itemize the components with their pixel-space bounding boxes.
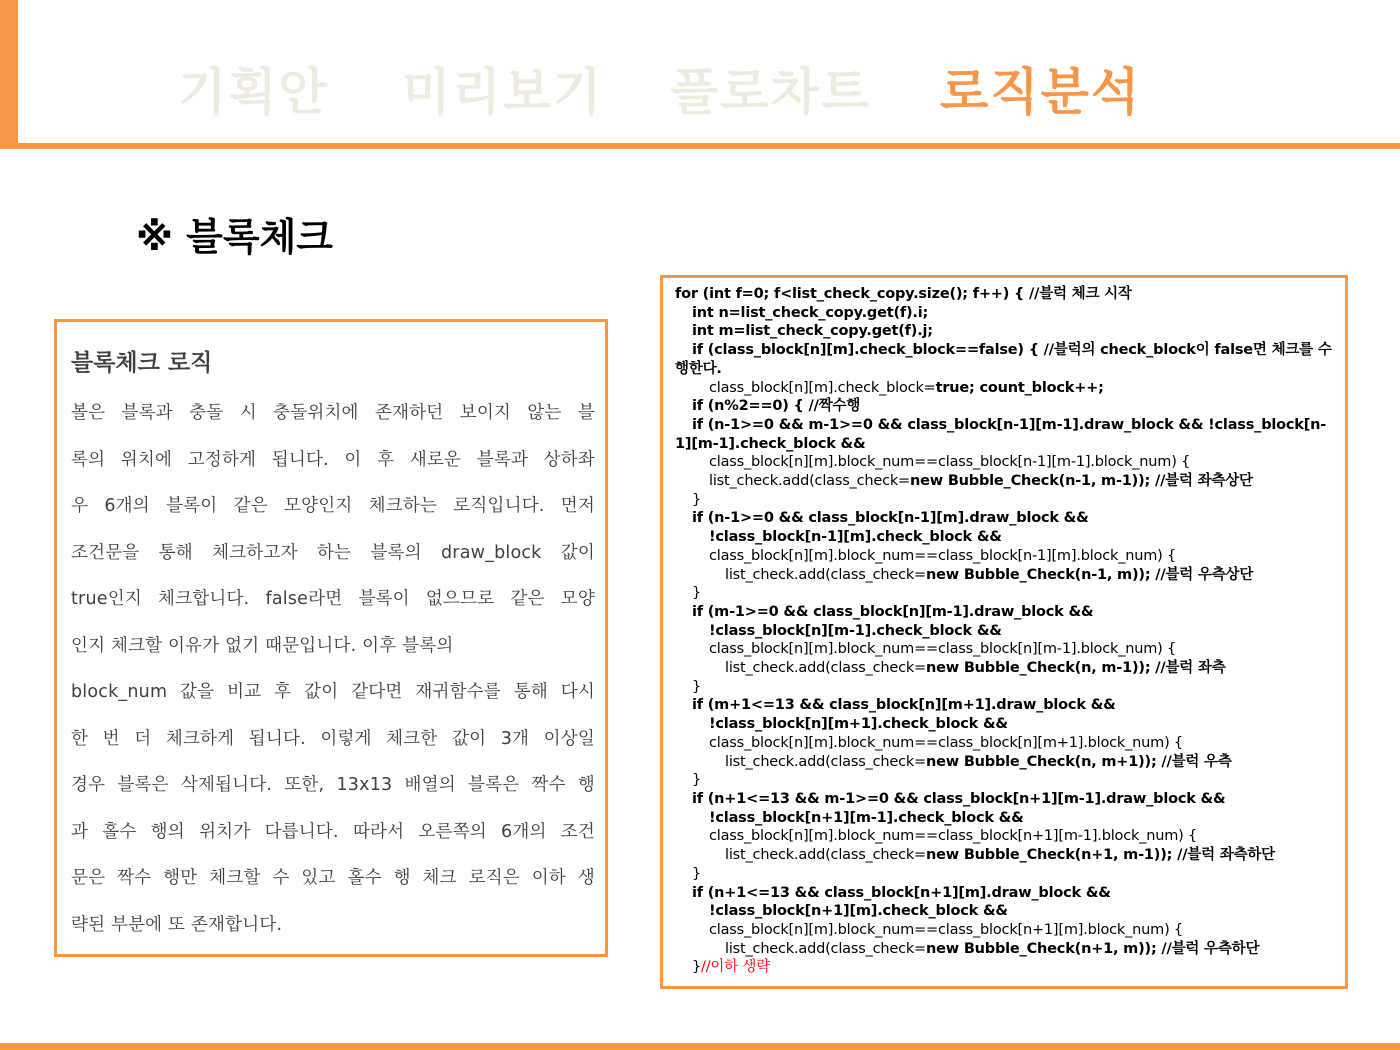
code-line: if (m-1>=0 && class_block[n][m-1].draw_block && [692, 603, 1094, 620]
description-line: 록의 위치에 고정하게 됩니다. 이 후 새로운 블록과 상하좌 [71, 449, 595, 470]
code-line: !class_block[n][m+1].check_block && [709, 716, 1008, 733]
code-line: class_block[n][m].block_num==class_block[n-1][m].block_num) { [709, 547, 1177, 564]
code-text: new Bubble_Check(n, m+1)); //블럭 우측 [926, 753, 1232, 770]
code-text: new Bubble_Check(n, m-1)); //블럭 좌측 [926, 660, 1226, 677]
description-line: 문은 짝수 행만 체크할 수 있고 홀수 행 체크 로직은 이하 생 [71, 868, 595, 888]
code-line: for (int f=0; f<list_check_copy.size(); f++) { //블럭 체크 시작 [675, 286, 1132, 302]
description-line: 한 번 더 체크하게 됩니다. 이렇게 체크한 값이 3개 이상일 [71, 728, 595, 749]
code-line: !class_block[n-1][m].check_block && [709, 529, 1002, 546]
code-line: class_block[n][m].block_num==class_block[n][m-1].block_num) { [709, 641, 1177, 658]
code-text: list_check.add(class_check= [725, 660, 927, 677]
description-box [54, 319, 608, 957]
code-line [675, 753, 1337, 772]
code-line: if (n%2==0) { //짝수행 [692, 398, 861, 415]
code-line: if (n-1>=0 && class_block[n-1][m].draw_block && [692, 510, 1089, 527]
code-text: } [692, 959, 702, 976]
description-line: 경우 블록은 삭제됩니다. 또한, 13x13 배열의 블록은 짝수 행 [71, 775, 595, 795]
code-line [675, 659, 1337, 678]
code-box [660, 275, 1348, 989]
code-line: } [692, 772, 702, 789]
code-line [675, 566, 1337, 585]
code-comment: //이하 생략 [701, 959, 771, 976]
code-listing [675, 285, 1337, 977]
tab-flowchart[interactable]: 플로차트 [670, 63, 872, 121]
code-text: list_check.add(class_check= [725, 940, 927, 957]
description-line: block_num 값을 비교 후 값이 같다면 재귀함수를 통해 다시 [71, 682, 595, 702]
description-text [71, 390, 595, 948]
code-line: if (m+1<=13 && class_block[n][m+1].draw_block && [692, 697, 1116, 714]
code-text: true; count_block++; [935, 379, 1104, 396]
code-line: if (n+1<=13 && m-1>=0 && class_block[n+1][m-1].draw_block && [692, 790, 1226, 807]
tab-plan[interactable]: 기획안 [178, 63, 329, 121]
code-text: list_check.add(class_check= [725, 753, 927, 770]
section-title: ※ 블록체크 [136, 215, 334, 259]
code-line: } [692, 491, 702, 508]
code-line: } [692, 678, 702, 695]
description-line: 과 홀수 행의 위치가 다릅니다. 따라서 오른쪽의 6개의 조건 [71, 821, 595, 842]
code-line: if (class_block[n][m].check_block==false) { //블럭의 check_block이 false면 체크를 수행한다. [675, 342, 1332, 377]
description-line: 략된 부분에 또 존재합니다. [71, 914, 283, 935]
description-line: 인지 체크할 이유가 없기 때문입니다. 이후 블록의 [71, 635, 454, 656]
code-text: list_check.add(class_check= [725, 566, 927, 583]
code-text: new Bubble_Check(n-1, m-1)); //블럭 좌측상단 [910, 473, 1253, 490]
code-line: class_block[n][m].block_num==class_block[n+1][m-1].block_num) { [709, 828, 1198, 845]
code-line: !class_block[n+1][m-1].check_block && [709, 809, 1024, 826]
code-line: !class_block[n+1][m].check_block && [709, 903, 1008, 920]
code-line: class_block[n][m].block_num==class_block[n][m+1].block_num) { [709, 734, 1183, 751]
code-line: class_block[n][m].block_num==class_block[n+1][m].block_num) { [709, 921, 1183, 938]
code-line: int m=list_check_copy.get(f).j; [692, 323, 933, 340]
description-heading: 블록체크 로직 [71, 350, 213, 376]
description-line: true인지 체크합니다. false라면 블록이 없으므로 같은 모양 [71, 589, 595, 609]
code-text: list_check.add(class_check= [709, 473, 911, 490]
code-line: if (n-1>=0 && m-1>=0 && class_block[n-1][m-1].draw_block && !class_block[n-1][m-1].check_block && [675, 416, 1327, 452]
tab-preview[interactable]: 미리보기 [402, 63, 604, 121]
code-line: class_block[n][m].block_num==class_block[n-1][m-1].block_num) { [709, 454, 1191, 471]
code-text: new Bubble_Check(n-1, m)); //블럭 우측상단 [926, 566, 1254, 583]
code-line: !class_block[n][m-1].check_block && [709, 622, 1002, 639]
description-line: 볼은 블록과 충돌 시 충돌위치에 존재하던 보이지 않는 블 [71, 403, 595, 423]
code-line: int n=list_check_copy.get(f).i; [692, 304, 929, 321]
footer-divider [0, 1043, 1400, 1050]
code-line: } [692, 865, 702, 882]
code-text: class_block[n][m].check_block= [709, 379, 936, 396]
code-line [675, 472, 1337, 491]
header-divider [0, 143, 1400, 149]
code-text: new Bubble_Check(n+1, m)); //블럭 우측하단 [926, 940, 1260, 957]
code-line: } [692, 585, 702, 602]
description-line: 조건문을 통해 체크하고자 하는 블록의 draw_block 값이 [71, 542, 595, 563]
code-line [675, 379, 1337, 398]
tab-logic-analysis[interactable]: 로직분석 [940, 63, 1142, 121]
code-line [675, 846, 1337, 865]
code-line [675, 958, 1337, 977]
code-line [675, 940, 1337, 959]
left-accent-bar [0, 0, 18, 148]
code-text: list_check.add(class_check= [725, 847, 927, 864]
code-line: if (n+1<=13 && class_block[n+1][m].draw_block && [692, 884, 1111, 901]
description-line: 우 6개의 블록이 같은 모양인지 체크하는 로직입니다. 먼저 [71, 496, 595, 516]
code-text: new Bubble_Check(n+1, m-1)); //블럭 좌측하단 [926, 847, 1275, 864]
